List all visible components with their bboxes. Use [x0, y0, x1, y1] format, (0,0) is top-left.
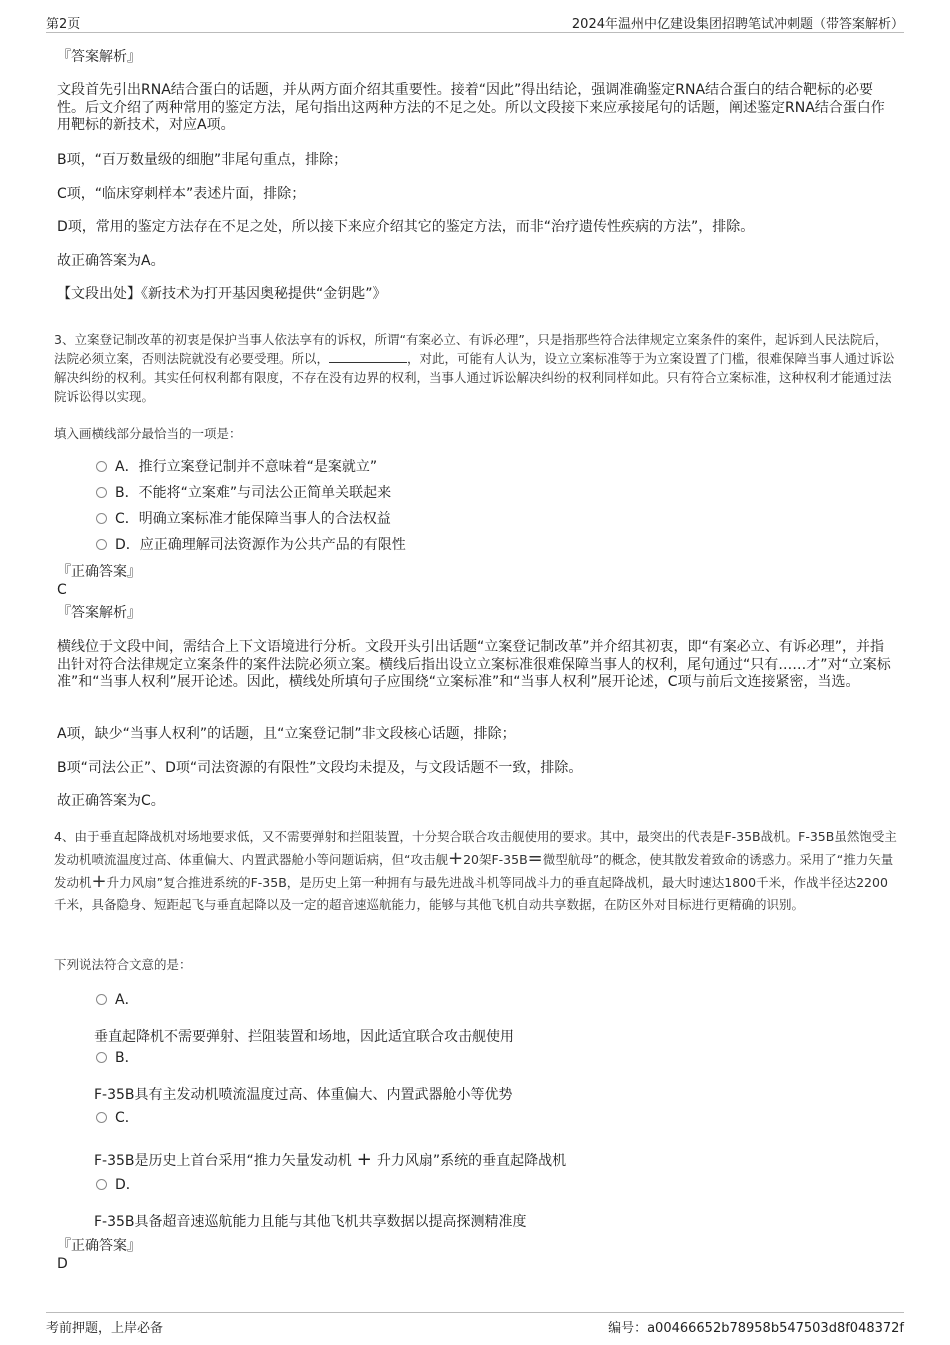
radio-icon[interactable]	[96, 539, 107, 550]
plus-sign: +	[91, 871, 107, 892]
q4-answer-label: 『正确答案』	[57, 1238, 141, 1254]
q4-option-c-text	[94, 1151, 566, 1170]
q2-option-d-analysis: D项，常用的鉴定方法存在不足之处，所以接下来应介绍其它的鉴定方法，而非“治疗遗传性疾病的方法”，排除。	[57, 219, 755, 235]
option-text: 明确立案标准才能保障当事人的合法权益	[138, 511, 391, 527]
q4-option-b-text: F-35B具有主发动机喷流温度过高、体重偏大、内置武器舱小等优势	[94, 1087, 513, 1103]
radio-icon[interactable]	[96, 487, 107, 498]
q3-stem-before: 3、立案登记制改革的初衷是保护当事人依法享有的诉权，所谓“有案必立、有诉必理”，只是指那些符合法律规定立案条件的案件，起诉到人民法院后，法院必须立案，否则法院就没有必要受理。所以，	[54, 332, 888, 366]
document-code	[608, 1317, 904, 1336]
q4-option-a-text: 垂直起降机不需要弹射、拦阻装置和场地，因此适宜联合攻击舰使用	[94, 1029, 514, 1045]
q4-answer: D	[57, 1256, 68, 1272]
code-value: a00466652b78958b547503d8f048372f	[647, 1321, 904, 1336]
q3-answer-label: 『正确答案』	[57, 564, 141, 580]
q4-prompt: 下列说法符合文意的是：	[54, 957, 192, 972]
q2-conclusion: 故正确答案为A。	[57, 253, 165, 269]
q3-conclusion: 故正确答案为C。	[57, 793, 165, 809]
q3-option-b[interactable]	[96, 483, 391, 503]
q2-source: 【文段出处】《新技术为打开基因奥秘提供“金钥匙”》	[57, 286, 387, 302]
option-letter: D．	[115, 1177, 140, 1193]
q4-stem	[54, 826, 897, 916]
plus-sign: +	[356, 1149, 372, 1170]
q4-stem-part: 4、由于垂直起降战机对场地要求低，又不需要弹射和拦阻装置，十分契合联合攻击舰使用的要求。其中，最突出的代表是F-35B战机。F-35B虽然饱受主发动机喷流温度过高、体重偏大、内置武器舱小等问题诟病，但“攻击舰	[54, 829, 897, 867]
q3-stem-after: ，对此，可能有人认为，设立立案标准等于为立案设置了门槛，很难保障当事人通过诉讼解决纠纷的权利。其实任何权利都有限度，不存在没有边界的权利，当事人通过诉讼解决纠纷的权利同样如此。只有符合立案标准，这种权利才能通过法院诉讼得以实现。	[54, 351, 895, 404]
q4-option-c[interactable]	[96, 1108, 139, 1128]
option-letter: B．	[115, 1050, 139, 1066]
option-letter: C．	[115, 511, 139, 527]
page-footer	[46, 1312, 904, 1343]
option-letter: A．	[115, 459, 139, 475]
q3-option-d[interactable]	[96, 535, 406, 555]
q4-stem-part: 微型航母”的概念，使其散发着致命的诱惑力。采用了“推力矢量发动机	[54, 852, 894, 890]
q3-analysis-label: 『答案解析』	[57, 605, 141, 621]
radio-icon[interactable]	[96, 994, 107, 1005]
q4-option-a[interactable]	[96, 990, 139, 1010]
option-text: 不能将“立案难”与司法公正简单关联起来	[138, 485, 392, 501]
option-letter: A．	[115, 992, 139, 1008]
option-text: 推行立案登记制并不意味着“是案就立”	[138, 459, 378, 475]
option-letter: B．	[115, 485, 139, 501]
q3-option-c[interactable]	[96, 509, 391, 529]
option-letter: C．	[115, 1110, 139, 1126]
q3-stem	[54, 330, 897, 406]
q3-answer: C	[57, 582, 67, 598]
option-text-part: F-35B是历史上首台采用“推力矢量发动机	[94, 1153, 352, 1169]
equals-sign: =	[527, 848, 543, 869]
option-text: 应正确理解司法资源作为公共产品的有限性	[139, 537, 406, 553]
page-header	[46, 10, 904, 33]
q3-option-a-analysis: A项，缺少“当事人权利”的话题，且“立案登记制”非文段核心话题，排除；	[57, 726, 516, 742]
plus-sign: +	[447, 848, 464, 869]
radio-icon[interactable]	[96, 461, 107, 472]
q2-option-b-analysis: B项，“百万数量级的细胞”非尾句重点，排除；	[57, 152, 348, 168]
radio-icon[interactable]	[96, 513, 107, 524]
code-label: 编号：	[608, 1321, 648, 1336]
page-number: 第2页	[46, 17, 81, 32]
q3-option-a[interactable]	[96, 457, 377, 477]
q4-option-b[interactable]	[96, 1048, 139, 1068]
option-text-part: 升力风扇”系统的垂直起降战机	[376, 1153, 567, 1169]
q4-option-d-text: F-35B具备超音速巡航能力且能与其他飞机共享数据以提高探测精准度	[94, 1214, 527, 1230]
option-letter: D．	[115, 537, 140, 553]
q3-prompt: 填入画横线部分最恰当的一项是：	[54, 426, 242, 441]
q3-option-bd-analysis: B项“司法公正”、D项“司法资源的有限性”文段均未提及，与文段话题不一致，排除。	[57, 760, 583, 776]
q3-blank	[329, 349, 407, 363]
radio-icon[interactable]	[96, 1112, 107, 1123]
q2-analysis-label: 『答案解析』	[57, 49, 141, 65]
q4-option-d[interactable]	[96, 1175, 140, 1195]
radio-icon[interactable]	[96, 1052, 107, 1063]
q4-stem-part: 升力风扇”复合推进系统的F-35B，是历史上第一种拥有与最先进战斗机等同战斗力的垂直起降战机，最大时速达1800千米，作战半径达2200千米，具备隐身、短距起飞与垂直起降以及一定的超音速巡航能力，能够与其他飞机自动共享数据，在防区外对目标进行更精确的识别。	[54, 875, 888, 912]
q3-analysis-paragraph: 横线位于文段中间，需结合上下文语境进行分析。文段开头引出话题“立案登记制改革”并介绍其初衷，即“有案必立、有诉必理”，并指出针对符合法律规定立案条件的案件法院必须立案。横线后指出设立立案标准很难保障当事人的权利，尾句通过“只有……才”对“立案标准”和“当事人权利”展开论述。因此，横线处所填句子应围绕“立案标准”和“当事人权利”展开论述，C项与前后文连接紧密，当选。	[57, 639, 891, 690]
footer-slogan: 考前押题，上岸必备	[46, 1321, 164, 1336]
radio-icon[interactable]	[96, 1179, 107, 1190]
q2-analysis-paragraph: 文段首先引出RNA结合蛋白的话题，并从两方面介绍其重要性。接着“因此”得出结论，强调准确鉴定RNA结合蛋白的结合靶标的必要性。后文介绍了两种常用的鉴定方法，尾句指出这两种方法的不足之处。所以文段接下来应承接尾句的话题，阐述鉴定RNA结合蛋白作用靶标的新技术，对应A项。	[57, 82, 885, 133]
q4-stem-part: 20架F-35B	[463, 852, 528, 867]
document-title: 2024年温州中亿建设集团招聘笔试冲刺题（带答案解析）	[571, 17, 904, 32]
q2-option-c-analysis: C项，“临床穿刺样本”表述片面，排除；	[57, 186, 306, 202]
